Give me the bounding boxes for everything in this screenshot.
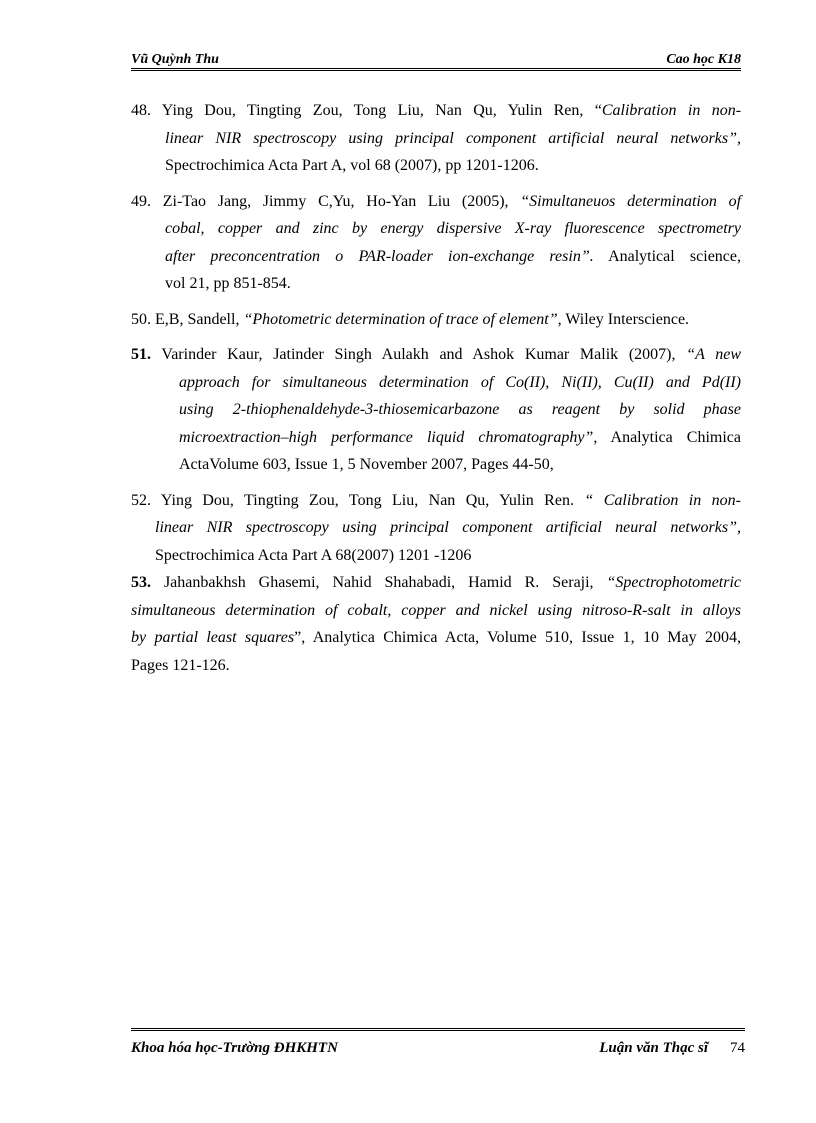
reference-53: 53. Jahanbakhsh Ghasemi, Nahid Shahabadi, Hamid R. Seraji, “Spectrophotometric simultaneous determination of cobalt, copper and nickel using nitroso-R-salt in alloys by partial least squares”, Analytica Chimica Acta, Volume 510, Issue 1, 10 May 2004, Pages 121-126.: [131, 574, 742, 674]
ref-number: 53.: [131, 574, 151, 591]
ref-number: 50.: [131, 310, 151, 328]
reference-51: 51. Varinder Kaur, Jatinder Singh Aulakh and Ashok Kumar Malik (2007), “A new approach for simultaneous determination of Co(II), Ni(II), Cu(II) and Pd(II) using 2-thiophenaldehyde-3-thiosemicarbazone as reagent by solid phase microextraction–high performance liquid chromatography”, Analytica Chimica ActaVolume 603, Issue 1, 5 November 2007, Pages 44-50,: [131, 346, 742, 473]
reference-50: 50. E,B, Sandell, “Photometric determination of trace of element”, Wiley Interscience.: [131, 310, 690, 328]
ref-number: 52.: [131, 491, 151, 509]
footer-rule: [131, 1028, 745, 1031]
reference-52: 52. Ying Dou, Tingting Zou, Tong Liu, Nan Qu, Yulin Ren. “ Calibration in non- linear NIR spectroscopy using principal component artificial neural networks”, Spectrochimica Acta Part A 68(2007) 1201 -1206: [131, 491, 742, 564]
reference-48: 48. Ying Dou, Tingting Zou, Tong Liu, Nan Qu, Yulin Ren, “Calibration in non- linear NIR spectroscopy using principal component artificial neural networks”, Spectrochimica Acta Part A, vol 68 (2007), pp 1201-1206.: [131, 102, 742, 174]
footer-thesis: Luận văn Thạc sĩ: [599, 1040, 708, 1056]
header-author: Vũ Quỳnh Thu: [131, 52, 219, 67]
header-course: Cao học K18: [666, 52, 741, 67]
page-footer: [131, 1040, 745, 1060]
footer-faculty: Khoa hóa học-Trường ĐHKHTN: [131, 1040, 338, 1056]
reference-list: [131, 97, 741, 687]
ref-number: 49.: [131, 192, 151, 210]
header-rule: [131, 68, 741, 71]
ref-number: 51.: [131, 346, 151, 363]
ref-number: 48.: [131, 102, 151, 119]
page-number: 74: [730, 1040, 745, 1056]
reference-49: 49. Zi-Tao Jang, Jimmy C,Yu, Ho-Yan Liu (2005), “Simultaneuos determination of cobal, copper and zinc by energy dispersive X-ray fluorescence spectrometry after preconcentration o PAR-loader ion-exchange resin”. Analytical science, vol 21, pp 851-854.: [131, 192, 742, 292]
